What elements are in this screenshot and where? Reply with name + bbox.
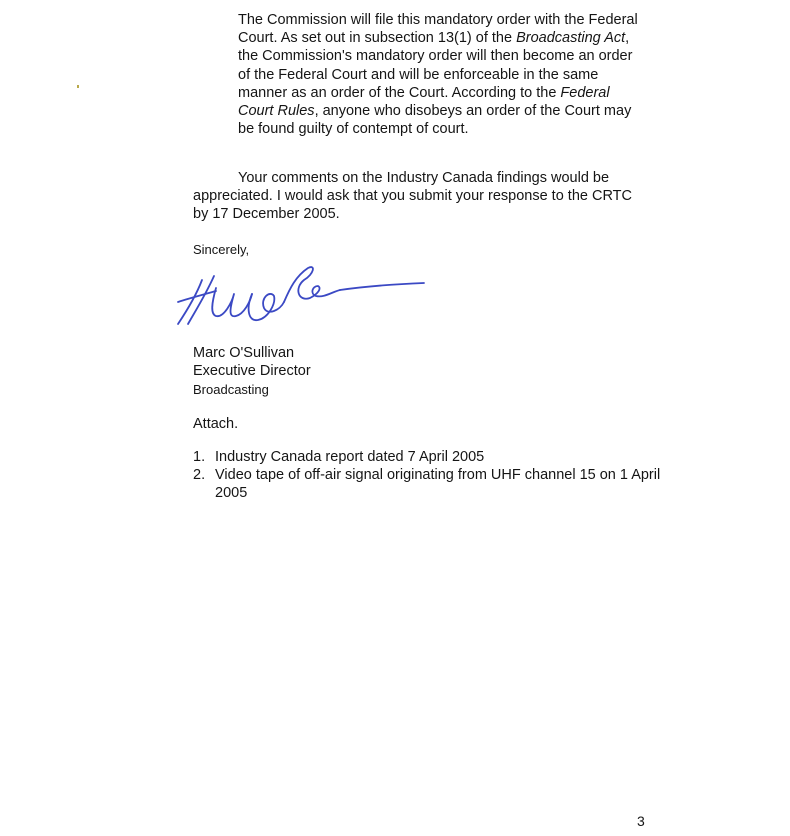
list-item xyxy=(193,448,663,466)
signatory-title: Executive Director xyxy=(193,363,311,379)
federal-court-rules-title: Federal Court Rules xyxy=(238,84,610,120)
scan-speck xyxy=(77,85,79,88)
attachments-list xyxy=(193,448,663,502)
broadcasting-act-title: Broadcasting Act xyxy=(516,30,626,47)
signatory-name: Marc O'Sullivan xyxy=(193,345,295,361)
closing-salutation: Sincerely, xyxy=(193,242,250,257)
court-order-text-1: The Commission will file this mandatory order with the Federal Court. As set out in subsection 13(1) of the xyxy=(238,12,638,47)
comments-paragraph xyxy=(193,169,643,224)
list-item-text: Industry Canada report dated 7 April 2005 xyxy=(215,449,485,465)
list-item-number: 2. xyxy=(193,467,206,483)
list-item-text: Video tape of off-air signal originating from UHF channel 15 on 1 April 2005 xyxy=(215,467,661,501)
attachments-label: Attach. xyxy=(193,416,239,432)
signatory-branch: Broadcasting xyxy=(193,382,269,397)
list-item-number: 1. xyxy=(193,449,206,465)
court-order-text-2: , the Commission's mandatory order will then become an order of the Federal Court and will be enforceable in the same manner as an order of the Court. According to the xyxy=(238,30,633,101)
page-number: 3 xyxy=(637,813,645,829)
court-order-text-3: , anyone who disobeys an order of the Court may be found guilty of contempt of court. xyxy=(238,103,632,138)
list-item xyxy=(193,466,663,502)
court-order-paragraph xyxy=(238,11,638,138)
comments-text: Your comments on the Industry Canada findings would be appreciated. I would ask that you submit your response to the CRTC by 17 December 2005. xyxy=(193,170,632,223)
handwritten-signature xyxy=(172,258,432,338)
